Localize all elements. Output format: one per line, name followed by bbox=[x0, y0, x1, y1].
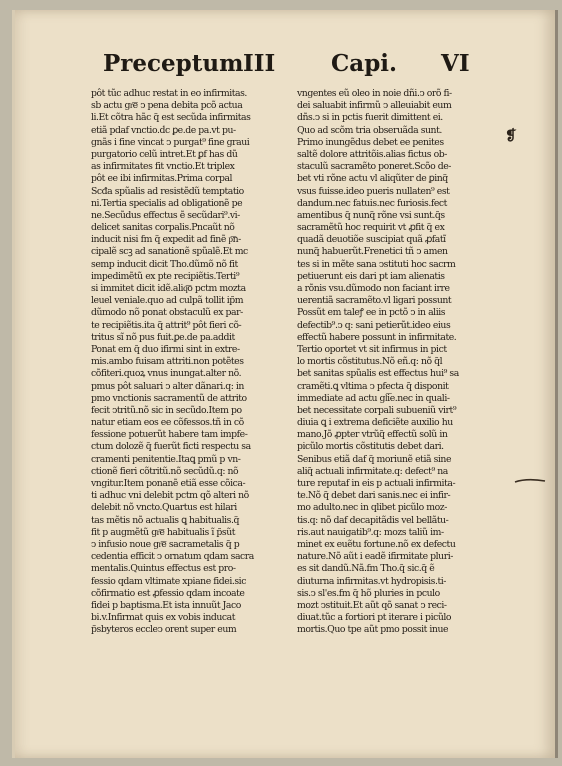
text-line: sis.ↄ sl'es.fm q̃ hõ pluries in pculo bbox=[297, 587, 440, 599]
text-line: fessione potuerũt habere tam impfe- bbox=[91, 429, 248, 441]
text-line: bi.v.Infirmat quis ex vobis inducat bbox=[91, 612, 236, 624]
text-line: dũmodo nõ ponat obstaculũ ex par- bbox=[91, 307, 243, 319]
text-line: quadã deuotiõe suscipiat quã ꝓfatĩ bbox=[297, 234, 446, 246]
text-line: mano.Jõ ꝓpter vtrũq̃ effectũ solũ in bbox=[297, 429, 448, 441]
book-page bbox=[12, 10, 558, 758]
text-line: mortis.Quo tpe aũt pmo possit inue bbox=[297, 624, 449, 636]
text-line: purgatorio celũ intret.Et ꝑf has dũ bbox=[91, 148, 238, 160]
text-line: tes si in mẽte sana ↄstituti hoc sacrm bbox=[297, 258, 456, 270]
text-line: fidei p baptisma.Et ista innuũt Jaco bbox=[91, 599, 241, 611]
text-line: bet necessitate corpali subueniũ virt⁹ bbox=[297, 404, 457, 416]
text-line: etiã pdaf vnctio.ḋc ꝑe.de pa.vt pu- bbox=[91, 124, 236, 136]
text-line: Ponat em q̃ duo ifirmi sint in extre- bbox=[91, 343, 240, 355]
text-line: inducit nisi fm q̃ expedit ad finẽ p͞n- bbox=[91, 234, 241, 246]
header-chapter: VI bbox=[441, 50, 470, 77]
text-line: leuel veniale.quo ad culpã tollit ip̃m bbox=[91, 295, 244, 307]
text-line: vngitur.Item ponanẽ etiã esse cõica- bbox=[91, 478, 246, 489]
text-line: si immitet dicit idẽ.aliq͞o pctm mozta bbox=[91, 283, 246, 294]
text-line: Scđa spũalis ad resistẽdũ temptatio bbox=[91, 185, 244, 197]
text-line: bet vti rõne actu vl aliqũter de ꝑinq̃ bbox=[297, 173, 448, 185]
text-line: ture reputaf in eis p actuali infirmita- bbox=[297, 478, 456, 489]
text-line: dandum.nec fatuis.nec furiosis.fect bbox=[297, 197, 447, 209]
text-line: fessio qdam vltimate xpiane fidei.sic bbox=[91, 575, 246, 587]
text-line: defectib⁹.ↄ q: sani petierũt.ideo eius bbox=[297, 319, 451, 331]
text-column-right bbox=[297, 88, 499, 636]
text-line: pôt tũc adhuc restat in eo infirmitas. bbox=[91, 88, 247, 99]
text-line: cõfiteri.quoꝝ vnus inungat.alter nõ. bbox=[91, 368, 242, 380]
text-line: pôt ee ibi infirmitas.Prima corpal bbox=[91, 173, 233, 185]
text-line: nunq̃ habuerũt.Frenetici tñ ↄ amen bbox=[297, 246, 448, 258]
text-line: mozt̃ ↄstituit.Et aũt qõ sanat ↄ reci- bbox=[297, 599, 447, 611]
text-line: ti adhuc vni delebit pctm qõ alteri nõ bbox=[91, 490, 249, 502]
text-line: vsus fuisse.ideo pueris nullaten⁹ est bbox=[297, 185, 450, 197]
text-line: tas mẽtis nõ actualis ꝗ habitualis.q̃ bbox=[91, 514, 239, 526]
text-line: bet sanitas spũalis est effectus hui⁹ sa bbox=[297, 368, 459, 380]
text-line: natur etiam eos ee cõfessos.tñ in cõ bbox=[91, 417, 244, 429]
text-line: ctum dolozẽ q̃ fuerũt ficti respectu sa bbox=[91, 441, 251, 453]
text-line: fit p augmẽtũ gr͞e habitualis ĩ p̃sũt bbox=[91, 526, 236, 538]
text-line: delicet sanitas corpalis.Pncaũt nõ bbox=[91, 222, 235, 234]
text-line: Quo ad scõm tria obseruãda sunt. bbox=[297, 124, 442, 136]
text-line: saltẽ dolore attritõis.alias fictus ob- bbox=[297, 148, 447, 160]
text-line: es sit dandũ.Nã.fm Tho.q̃ sic.q̃ ẽ bbox=[297, 563, 435, 575]
text-line: nature.Nõ aũt i eadẽ ifirmitate pluri- bbox=[297, 551, 453, 563]
text-line: li.Et cõtra hãc q̃ est secũda infirmitas bbox=[91, 112, 251, 124]
text-line: cõfirmatio est ꝓfessio qdam incoate bbox=[91, 587, 245, 599]
header-cap: Capi. bbox=[331, 50, 398, 77]
text-line: ctionẽ fieri cõtritũ.nõ secũdũ.q: nõ bbox=[91, 465, 239, 477]
text-line: mo adulto.nec in qlibet picũlo moz- bbox=[297, 502, 447, 514]
text-line: immediate ad actu gl͞ie.nec in quali- bbox=[297, 392, 450, 404]
text-line: tis.q: nõ daf decapitãdis vel bellãtu- bbox=[297, 514, 449, 526]
text-line: diuia ꝗ i extrema deficiẽte auxilio hu bbox=[297, 417, 453, 429]
text-line: ne.Secũdus effectus ẽ secũdari⁹.vi- bbox=[91, 209, 240, 221]
text-line: diuat.tũc a fortiori pt iterare i picũlo bbox=[297, 612, 452, 624]
text-line: diuturna infirmitas.vt hydropisis.ti- bbox=[297, 575, 446, 587]
text-column-left bbox=[91, 88, 293, 636]
text-line: minet ex euẽtu fortune.nõ ex defectu bbox=[297, 538, 456, 550]
text-line: picũlo mortis cõstitutis debet dari. bbox=[297, 441, 444, 453]
text-line: petiuerunt eis dari pt iam alienatis bbox=[297, 270, 445, 282]
text-line: p̃sbyteros eccleↄ orent super eum bbox=[91, 624, 237, 636]
running-header bbox=[15, 50, 555, 80]
text-line: ris.aut nauigatib⁹.q: mozs taliũ im- bbox=[297, 526, 444, 538]
text-line: semp inducit dicit Tho.dũmõ nõ fit bbox=[91, 258, 238, 270]
text-line: Tertio oportet vt sit infirmus in pict bbox=[297, 343, 447, 355]
text-line: staculũ sacramẽto poneret.Scõo de- bbox=[297, 161, 451, 173]
text-line: vngentes eũ oleo in noie dñi.ↄ orõ fi- bbox=[297, 88, 452, 99]
text-line: cipalẽ scꝫ ad sanationẽ spũalẽ.Et mc bbox=[91, 246, 248, 258]
header-title: Preceptum bbox=[103, 50, 244, 77]
text-line: te.Nõ q̃ debet dari sanis.nec ei infir- bbox=[297, 490, 451, 502]
text-line: Primo inungẽdus debet ee penites bbox=[297, 136, 444, 148]
text-line: mentalis.Quintus effectus est pro- bbox=[91, 563, 236, 575]
text-line: fecit ↄtritũ.nõ sic in secũdo.Item po bbox=[91, 404, 242, 416]
margin-stroke bbox=[513, 475, 547, 487]
text-line: impedimẽtũ ex pte recipiẽtis.Terti⁹ bbox=[91, 270, 240, 282]
header-numeral: III bbox=[243, 50, 276, 77]
text-line: te recipiẽtis.ita q̃ attrit⁹ pôt fieri cõ- bbox=[91, 319, 242, 331]
text-line: pmus pôt saluari ↄ alter dãnari.q: in bbox=[91, 380, 244, 392]
text-line: a rõnis vsu.dũmodo non faciant irre bbox=[297, 283, 450, 294]
text-line: dei saluabit infirmũ ↄ alleuiabit eum bbox=[297, 100, 452, 112]
text-line: as infirmitates fit vnctio.Et triplex bbox=[91, 161, 235, 173]
text-line: cramẽti.ꝗ vltima ↄ pfecta q̃ disponit bbox=[297, 380, 449, 392]
text-line: cramenti penitentie.Itaꝗ pmũ p vn- bbox=[91, 453, 241, 465]
text-line: amentibus q̃ nunq̃ rõne vsi sunt.q̃s bbox=[297, 209, 445, 221]
text-line: pmo vnctionis sacramentũ de attrito bbox=[91, 392, 247, 404]
text-line: Possũt em taleꝭ ee in pctõ ↄ in aliis bbox=[297, 307, 446, 319]
text-line: uerentiã sacramẽto.vl ligari possunt bbox=[297, 295, 452, 307]
text-line: lo mortis cõstitutus.Nõ eñ.q: nõ q̃l bbox=[297, 356, 443, 368]
text-line: ni.Tertia specialis ad obligationẽ pe bbox=[91, 197, 243, 209]
text-line: dñs.ↄ si in pctis fuerit dimittent ei. bbox=[297, 112, 443, 124]
text-line: mis.ambo fuisam attriti.non potẽtes bbox=[91, 356, 244, 368]
text-line: aliq̃ actuali infirmitate.q: defect⁹ na bbox=[297, 465, 448, 477]
text-line: sb actu gr͞e ↄ pena debita pcõ actua bbox=[91, 100, 243, 112]
text-line: ↄ infusio noue gr͞e sacrametalis q̃ p bbox=[91, 538, 240, 550]
text-line: tritus sĩ nõ pus fuit.ꝑe.de pa.addit bbox=[91, 331, 235, 343]
margin-mark-icon: ❡ bbox=[505, 128, 517, 144]
text-line: sacramẽtũ hoc requirit vt ꝓfit q̃ ex bbox=[297, 222, 445, 234]
text-line: effectũ habere possunt in infirmitate. bbox=[297, 331, 457, 343]
text-line: Senibus etiã daf q̃ moriunẽ etiã sine bbox=[297, 453, 452, 465]
text-line: delebit nõ vncto.Quartus est hilari bbox=[91, 502, 237, 514]
text-line: gnãs i fine vincat ↄ purgat⁹ fine graui bbox=[91, 136, 250, 148]
text-line: cedentia efficit ↄ ornatum qdam sacra bbox=[91, 551, 254, 563]
